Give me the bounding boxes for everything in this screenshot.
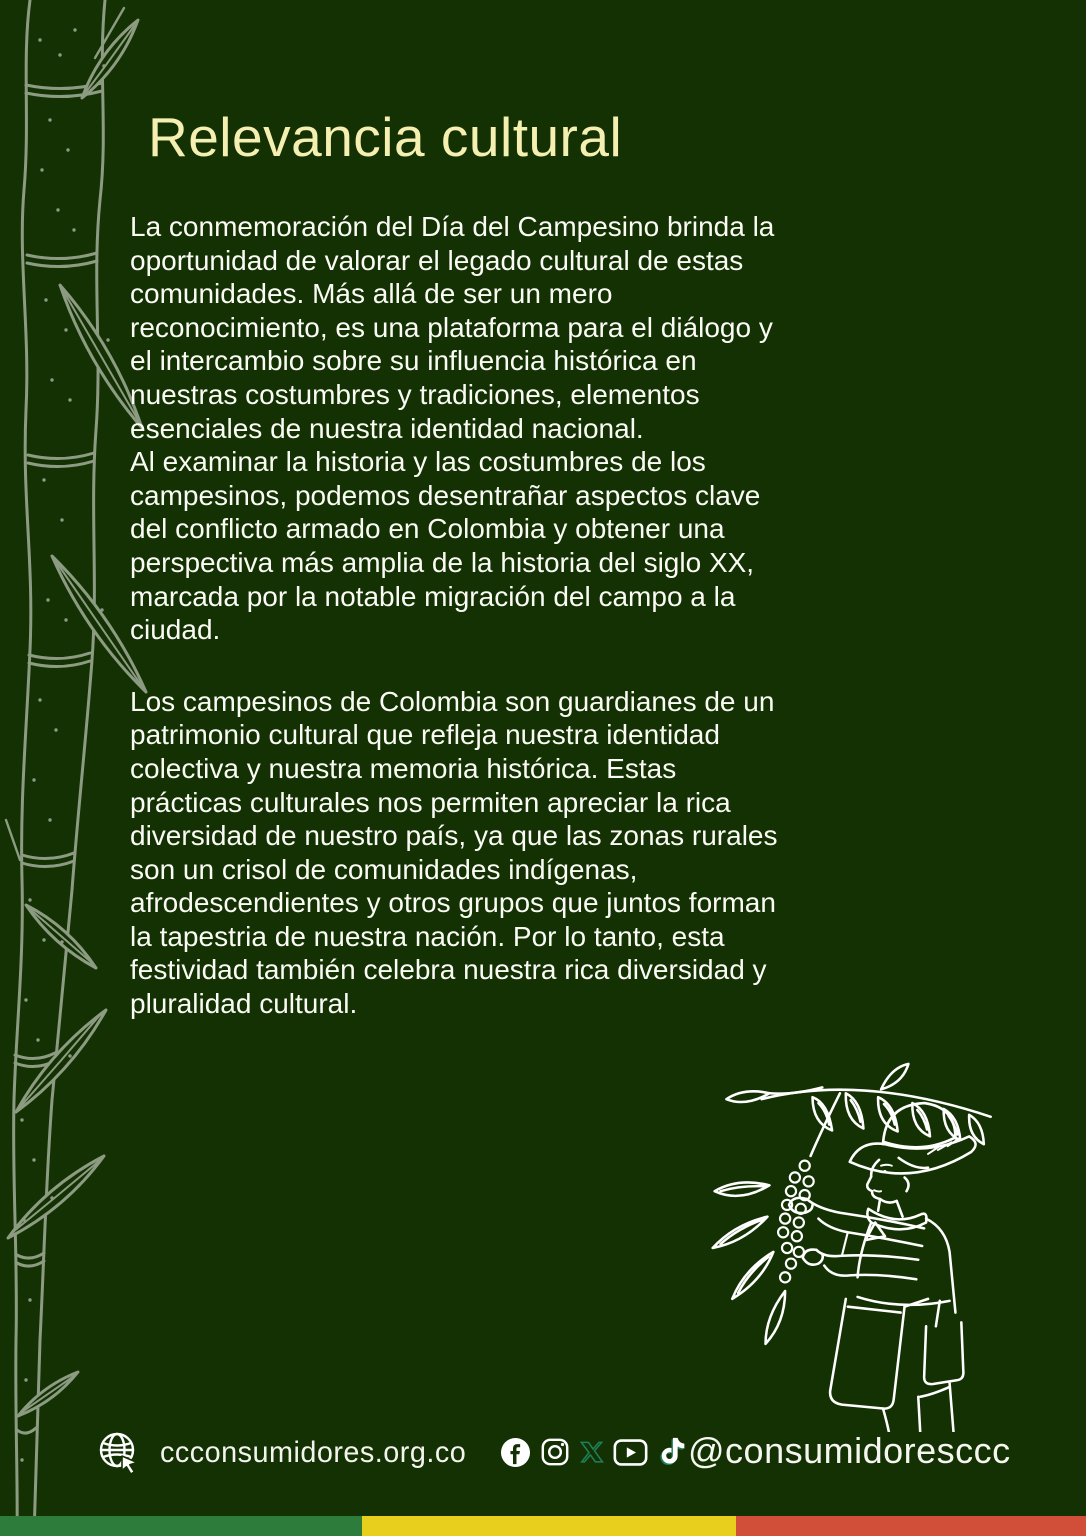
body-text-line: reconocimiento, es una plataforma para el diálogo y xyxy=(130,311,773,343)
facebook-icon xyxy=(500,1437,531,1468)
social-handle: @consumidoresccc xyxy=(688,1430,1011,1471)
body-text-line: perspectiva más amplia de la historia del siglo XX, xyxy=(130,546,755,578)
body-text-line: afrodescendientes y otros grupos que juntos forman xyxy=(130,887,776,919)
body-text-line: pluralidad cultural. xyxy=(130,988,358,1020)
footer xyxy=(0,1424,1086,1488)
body-text-line: prácticas culturales nos permiten apreciar la rica xyxy=(130,786,731,818)
x-twitter-icon xyxy=(579,1440,604,1465)
farmer-coffee-illustration xyxy=(672,1060,1002,1432)
body-text-line: son un crisol de comunidades indígenas, xyxy=(130,853,638,885)
bamboo-illustration xyxy=(0,0,150,1536)
body-text-line: el intercambio sobre su influencia histórica en xyxy=(130,345,697,377)
body-text-line: La conmemoración del Día del Campesino brinda la xyxy=(130,211,775,242)
website-url: ccconsumidores.org.co xyxy=(160,1436,467,1469)
body-text xyxy=(130,210,1010,1021)
body-text-line: Al examinar la historia y las costumbres de los xyxy=(130,446,706,478)
body-text-line: colectiva y nuestra memoria histórica. Estas xyxy=(130,752,677,784)
body-text-line: comunidades. Más allá de ser un mero xyxy=(130,278,613,310)
instagram-icon xyxy=(540,1437,570,1467)
stripe-red xyxy=(736,1516,1086,1536)
body-text-line: del conflicto armado en Colombia y obtener una xyxy=(130,513,725,545)
paragraph-1 xyxy=(130,210,1010,647)
youtube-icon xyxy=(613,1438,648,1467)
body-text-line: diversidad de nuestro país, ya que las zonas rurales xyxy=(130,820,778,852)
stripe-yellow xyxy=(362,1516,737,1536)
body-text-line: Los campesinos de Colombia son guardianes de un xyxy=(130,685,775,717)
tiktok-icon xyxy=(657,1436,687,1468)
body-text-line: esenciales de nuestra identidad nacional. xyxy=(130,412,644,444)
stripe-green xyxy=(0,1516,362,1536)
page-title: Relevancia cultural xyxy=(148,106,623,168)
body-text-line: campesinos, podemos desentrañar aspectos clave xyxy=(130,479,761,511)
body-text-line: festividad también celebra nuestra rica diversidad y xyxy=(130,954,767,986)
body-text-line: marcada por la notable migración del campo a la xyxy=(130,580,736,612)
body-text-line: la tapestria de nuestra nación. Por lo tanto, esta xyxy=(130,920,725,952)
body-text-line: patrimonio cultural que refleja nuestra identidad xyxy=(130,719,720,751)
body-text-line: nuestras costumbres y tradiciones, elementos xyxy=(130,378,700,410)
bottom-stripe xyxy=(0,1516,1086,1536)
body-text-line: oportunidad de valorar el legado cultural de estas xyxy=(130,244,744,276)
social-icons xyxy=(500,1434,687,1470)
paragraph-2 xyxy=(130,685,1010,1021)
body-text-line: ciudad. xyxy=(130,614,221,646)
globe-cursor-icon xyxy=(96,1430,142,1478)
